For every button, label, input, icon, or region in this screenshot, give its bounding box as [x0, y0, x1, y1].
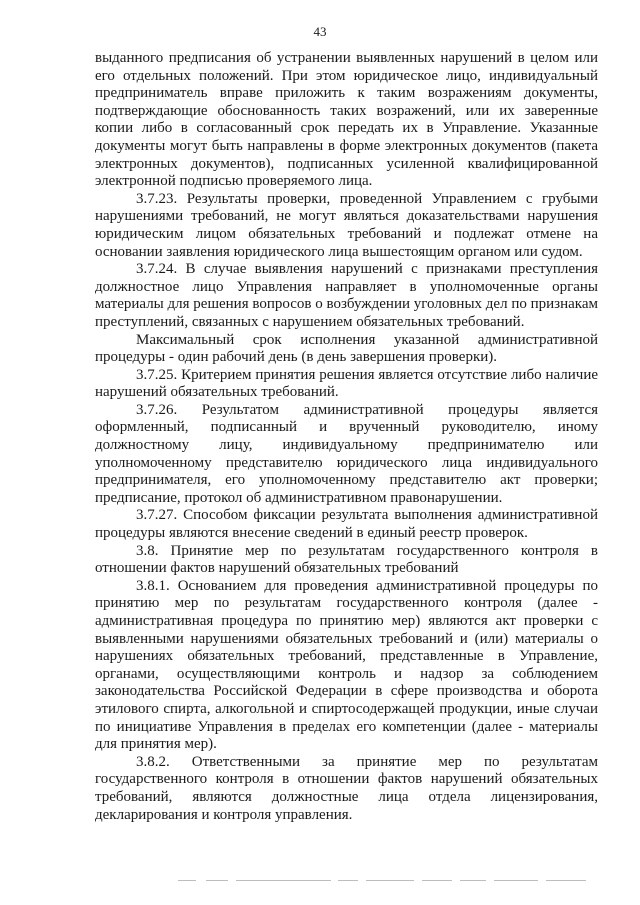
paragraph: выданного предписания об устранении выявленных нарушений в целом или его отдельных положений. При этом юридическое лицо, индивидуальный предприниматель вправе приложить к таким возражениям документы, подтверждающие обоснованность таких возражений, или их заверенные копии либо в согласованный срок передать их в Управление. Указанные документы могут быть направлены в форме электронных документов (пакета электронных документов), подписанных усиленной квалифицированной электронной подписью проверяемого лица.	[95, 50, 598, 190]
paragraph: 3.7.26. Результатом административной процедуры является оформленный, подписанный и врученный руководителю, иному должностному лицу, индивидуальному предпринимателю или уполномоченному представителю юридического лица индивидуального предпринимателя, его уполномоченному представителю акт проверки; предписание, протокол об административном правонарушении.	[95, 401, 598, 506]
paragraph: 3.8.1. Основанием для проведения административной процедуры по принятию мер по результатам государственного контроля (далее - административная процедура по принятию мер) являются акт проверки с выявленными нарушениями обязательных требований и (или) материалы о нарушениях обязательных требований, представленные в Управление, органами, осуществляющими контроль и надзор за соблюдением законодательства Российской Федерации в сфере производства и оборота этилового спирта, алкогольной и спиртосодержащей продукции, иные случаи по инициативе Управления в пределах его компетенции (далее - материалы для принятия мер).	[95, 577, 598, 753]
scan-artifact-line	[178, 880, 598, 884]
paragraph: 3.7.24. В случае выявления нарушений с признаками преступления должностное лицо Управления направляет в уполномоченные органы материалы для решения вопросов о возбуждении уголовных дел по признакам преступлений, связанных с нарушением обязательных требований.	[95, 261, 598, 330]
paragraph: 3.7.25. Критерием принятия решения является отсутствие либо наличие нарушений обязательных требований.	[95, 366, 598, 401]
section-heading: 3.8. Принятие мер по результатам государственного контроля в отношении фактов нарушений обязательных требований	[95, 542, 598, 577]
document-body	[95, 50, 598, 824]
page-number: 43	[313, 24, 327, 39]
paragraph: Максимальный срок исполнения указанной административной процедуры - один рабочий день (в день завершения проверки).	[95, 331, 598, 366]
paragraph: 3.7.23. Результаты проверки, проведенной Управлением с грубыми нарушениями требований, не могут являться доказательствами нарушения юридическим лицом обязательных требований и подлежат отмене на основании заявления юридического лица вышестоящим органом или судом.	[95, 190, 598, 260]
paragraph: 3.7.27. Способом фиксации результата выполнения административной процедуры являются внесение сведений в единый реестр проверок.	[95, 507, 598, 542]
paragraph: 3.8.2. Ответственными за принятие мер по результатам государственного контроля в отношении фактов нарушений обязательных требований, являются должностные лица отдела лицензирования, декларирования и контроля управления.	[95, 753, 598, 823]
